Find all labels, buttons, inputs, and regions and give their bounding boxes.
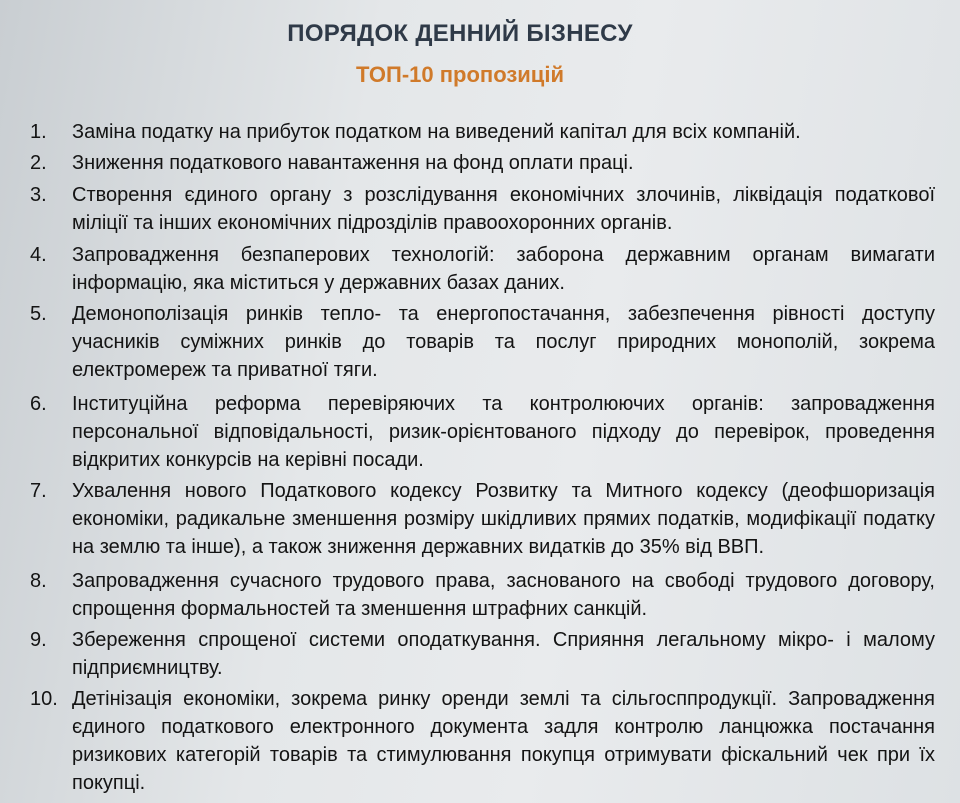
item-number: 7. [30,480,47,502]
item-text: Демонополізація ринків тепло- та енергопостачання, забезпечення рівності доступу учасників суміжних ринків до товарів та послуг природних монополій, зокрема електромереж та приватної тяги. [72,303,935,381]
list-item [30,181,935,237]
list-item [30,685,935,797]
item-number: 6. [30,393,47,415]
item-text: Заміна податку на прибуток податком на виведений капітал для всіх компаній. [72,121,801,143]
item-text: Зниження податкового навантаження на фонд оплати праці. [72,152,634,174]
item-number: 2. [30,152,47,174]
item-number: 8. [30,570,47,592]
item-text: Створення єдиного органу з розслідування економічних злочинів, ліквідація податкової міліції та інших економічних підрозділів правоохоронних органів. [72,184,935,234]
item-number: 1. [30,121,47,143]
item-text: Збереження спрощеної системи оподаткування. Сприяння легальному мікро- і малому підприємництву. [72,629,935,679]
item-number: 10. [30,688,58,710]
item-text: Інституційна реформа перевіряючих та контролюючих органів: запровадження персональної відповідальності, ризик-орієнтованого підходу до перевірок, проведення відкритих конкурсів на керівні посади. [72,393,935,471]
proposals-list [30,118,935,800]
item-text: Ухвалення нового Податкового кодексу Розвитку та Митного кодексу (деофшоризація економіки, радикальне зменшення розміру шкідливих прямих податків, модифікації податку на землю та інше), а також зниження державних видатків до 35% від ВВП. [72,480,935,558]
list-item [30,390,935,474]
list-item [30,567,935,623]
list-item [30,149,935,177]
list-item [30,300,935,384]
item-text: Запровадження безпаперових технологій: заборона державним органам вимагати інформацію, яка міститься у державних базах даних. [72,244,935,294]
item-number: 9. [30,629,47,651]
list-item [30,241,935,297]
list-item [30,477,935,561]
page-subtitle: ТОП-10 пропозицій [356,62,564,87]
list-item [30,626,935,682]
list-item [30,118,935,146]
item-number: 5. [30,303,47,325]
page-title: ПОРЯДОК ДЕННИЙ БІЗНЕСУ [287,20,633,47]
item-number: 3. [30,184,47,206]
item-text: Детінізація економіки, зокрема ринку оренди землі та сільгосппродукції. Запровадження єдиного податкового електронного документа задля контролю ланцюжка постачання ризикових категорій товарів та стимулювання покупця отримувати фіскальний чек при їх покупці. [72,688,935,794]
item-number: 4. [30,244,47,266]
item-text: Запровадження сучасного трудового права, заснованого на свободі трудового договору, спрощення формальностей та зменшення штрафних санкцій. [72,570,935,620]
